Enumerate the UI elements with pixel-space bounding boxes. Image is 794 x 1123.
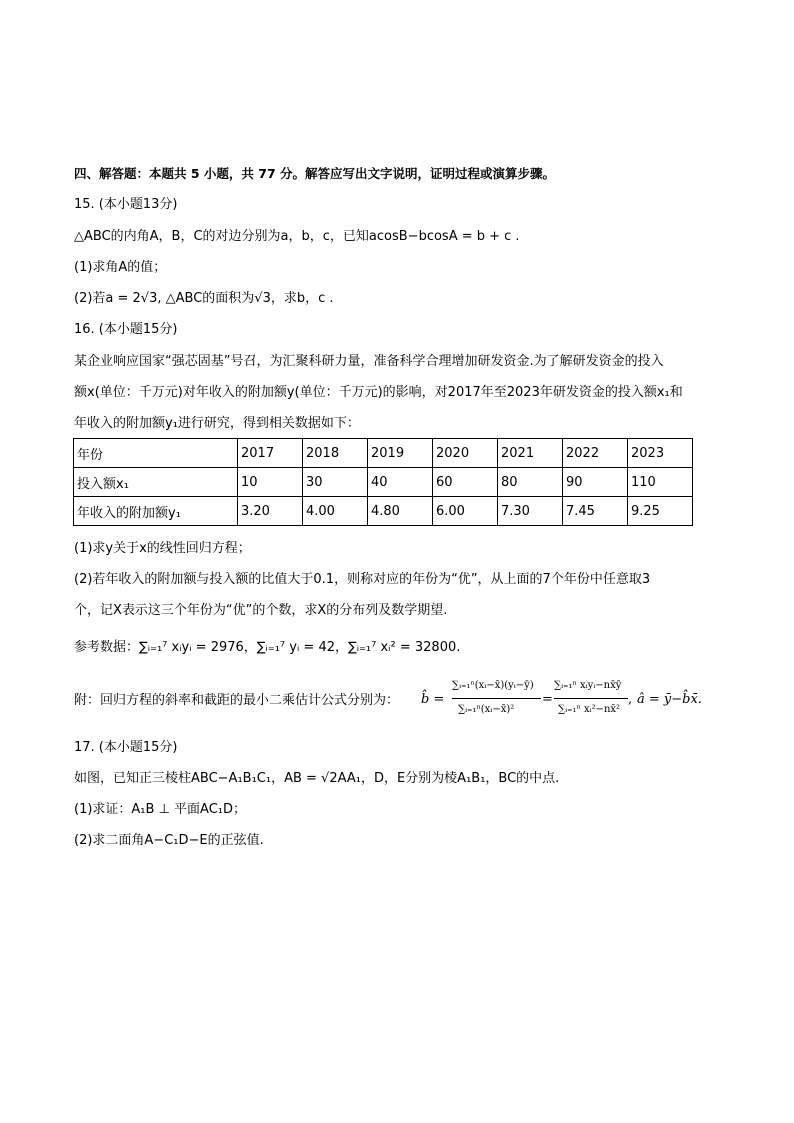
table-row-header: 年份	[74, 439, 238, 468]
q16-reference: 参考数据：∑ᵢ₌₁⁷ xᵢyᵢ = 2976，∑ᵢ₌₁⁷ yᵢ = 42，∑ᵢ₌₁⁷ xᵢ² = 32800.	[74, 640, 461, 655]
formula-b-num1: ∑ᵢ₌₁ⁿ(xᵢ−x̄)(yᵢ−ȳ)	[452, 680, 534, 691]
table-cell: 80	[498, 468, 563, 497]
q15-stem: △ABC的内角A，B，C的对边分别为a，b，c，已知acosB−bcosA = b + c .	[74, 229, 520, 244]
formula-b-den1: ∑ᵢ₌₁ⁿ(xᵢ−x̄)²	[458, 704, 515, 715]
table-cell: 10	[238, 468, 303, 497]
table-cell: 7.30	[498, 497, 563, 526]
fraction-bar	[554, 698, 628, 699]
table-cell: 2022	[563, 439, 628, 468]
table-cell: 2019	[368, 439, 433, 468]
q16-part1: (1)求y关于x的线性回归方程；	[74, 541, 251, 556]
table-cell: 60	[433, 468, 498, 497]
table-cell: 110	[628, 468, 693, 497]
table-cell: 6.00	[433, 497, 498, 526]
table-cell: 2023	[628, 439, 693, 468]
formula-b-den2: ∑ᵢ₌₁ⁿ xᵢ²−nx̄²	[558, 704, 621, 715]
q16-stem-line1: 某企业响应国家“强芯固基”号召，为汇聚科研力量，准备科学合理增加研发资金.为了解研发资金的投入	[74, 354, 664, 369]
formula-comma: ,	[628, 692, 633, 707]
table-row-investment	[74, 468, 693, 497]
formula-b-num2: ∑ᵢ₌₁ⁿ xᵢyᵢ−nx̄ȳ	[554, 680, 622, 691]
q16-part2-line2: 个，记X表示这三个年份为“优”的个数，求X的分布列及数学期望.	[74, 603, 448, 618]
data-table	[73, 438, 693, 526]
table-cell: 90	[563, 468, 628, 497]
table-row-income	[74, 497, 693, 526]
q15-header: 15. (本小题13分)	[74, 197, 178, 212]
table-cell: 2021	[498, 439, 563, 468]
q16-stem-line2: 额x(单位：千万元)对年收入的附加额y(单位：千万元)的影响，对2017年至2023年研发资金的投入额x₁和	[74, 385, 683, 400]
table-cell: 9.25	[628, 497, 693, 526]
table-cell: 4.80	[368, 497, 433, 526]
q15-part1: (1)求角A的值；	[74, 260, 167, 275]
formula-a-hat: â = ȳ−b̂x̄.	[637, 692, 702, 707]
table-cell: 7.45	[563, 497, 628, 526]
table-cell: 2020	[433, 439, 498, 468]
formula-b-hat: b̂ =	[421, 692, 445, 707]
table-cell: 40	[368, 468, 433, 497]
table-cell: 4.00	[303, 497, 368, 526]
q17-stem: 如图，已知正三棱柱ABC−A₁B₁C₁，AB = √2AA₁，D，E分别为棱A₁B₁，BC的中点.	[74, 771, 560, 786]
table-cell: 2017	[238, 439, 303, 468]
table-cell: 2018	[303, 439, 368, 468]
q16-part2-line1: (2)若年收入的附加额与投入额的比值大于0.1，则称对应的年份为“优”，从上面的7个年份中任意取3	[74, 572, 651, 587]
q17-part2: (2)求二面角A−C₁D−E的正弦值.	[74, 833, 264, 848]
q16-appendix-label: 附：回归方程的斜率和截距的最小二乘估计公式分别为：	[74, 693, 400, 708]
formula-equals: =	[542, 692, 553, 707]
table-row-header: 年收入的附加额y₁	[74, 497, 238, 526]
table-row-header: 投入额x₁	[74, 468, 238, 497]
q16-stem-line3: 年收入的附加额y₁进行研究，得到相关数据如下：	[74, 416, 360, 431]
table-cell: 3.20	[238, 497, 303, 526]
section-heading: 四、解答题：本题共 5 小题，共 77 分。解答应写出文字说明，证明过程或演算步骤。	[74, 166, 556, 181]
q16-header: 16. (本小题15分)	[74, 322, 178, 337]
table-cell: 30	[303, 468, 368, 497]
q17-header: 17. (本小题15分)	[74, 740, 178, 755]
fraction-bar	[452, 698, 541, 699]
table-row-year	[74, 439, 693, 468]
q15-part2: (2)若a = 2√3, △ABC的面积为√3，求b，c .	[74, 291, 334, 306]
q17-part1: (1)求证：A₁B ⊥ 平面AC₁D；	[74, 802, 246, 817]
